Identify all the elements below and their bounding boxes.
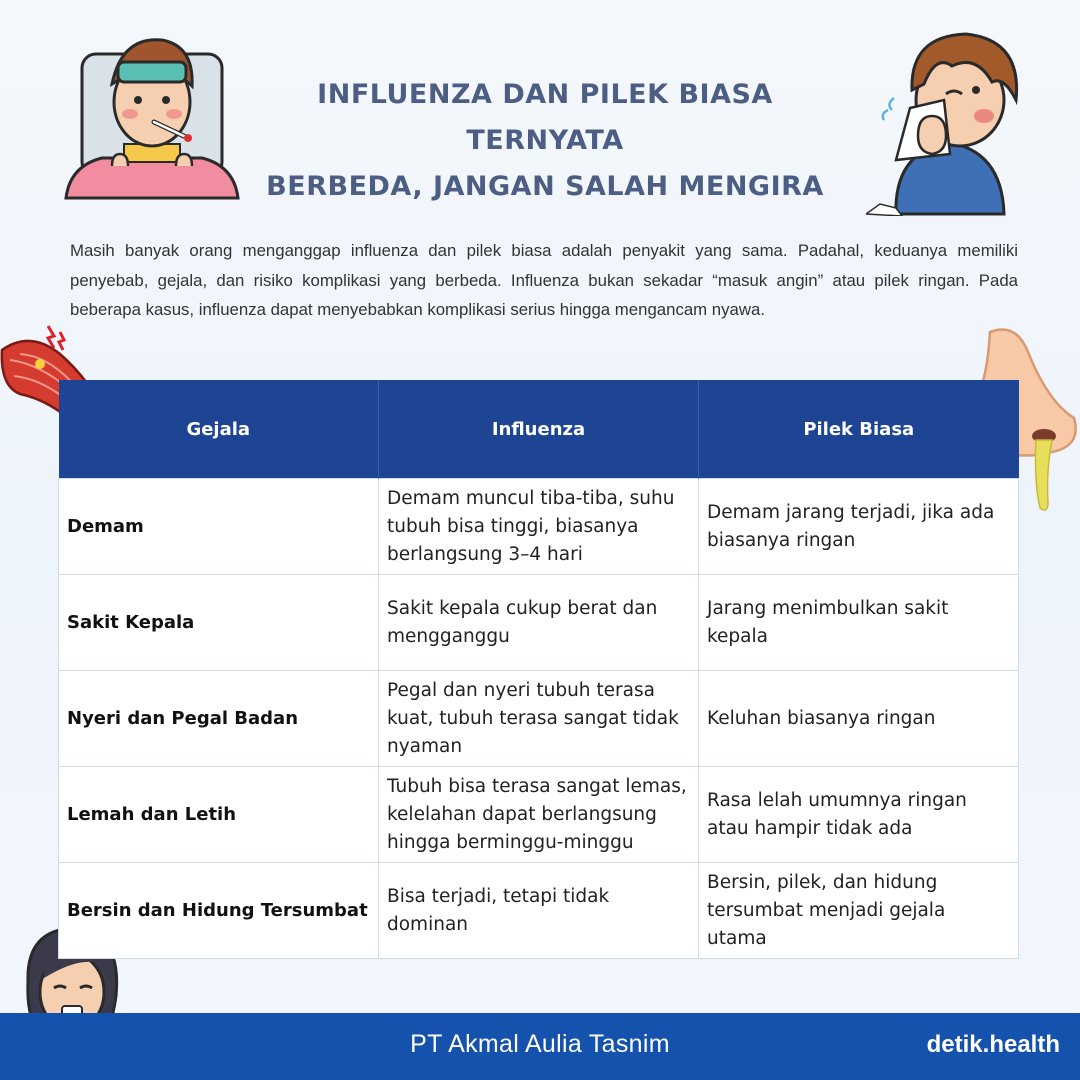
brand-logo: detik.health bbox=[926, 1031, 1060, 1058]
symptom-cell: Nyeri dan Pegal Badan bbox=[59, 671, 379, 767]
symptom-cell: Lemah dan Letih bbox=[59, 767, 379, 863]
table-row bbox=[59, 575, 1019, 671]
symptom-cell: Bersin dan Hidung Tersumbat bbox=[59, 863, 379, 959]
pilek-cell: Demam jarang terjadi, jika ada biasanya ringan bbox=[699, 479, 1019, 575]
page-title-line-1: INFLUENZA DAN PILEK BIASA TERNYATA bbox=[317, 79, 773, 156]
header-pilek-biasa: Pilek Biasa bbox=[699, 380, 1019, 479]
table-row bbox=[59, 767, 1019, 863]
header-influenza: Influenza bbox=[379, 380, 699, 479]
table-row bbox=[59, 863, 1019, 959]
influenza-cell: Pegal dan nyeri tubuh terasa kuat, tubuh terasa sangat tidak nyaman bbox=[379, 671, 699, 767]
intro-paragraph: Masih banyak orang menganggap influenza dan pilek biasa adalah penyakit yang sama. Padahal, keduanya memiliki penyebab, gejala, dan risiko komplikasi yang berbeda. Influenza bukan sekadar “masuk angin” atau pilek ringan. Pada beberapa kasus, influenza dapat menyebabkan komplikasi serius hingga mengancam nyawa. bbox=[70, 241, 1018, 319]
pilek-cell: Bersin, pilek, dan hidung tersumbat menjadi gejala utama bbox=[699, 863, 1019, 959]
influenza-cell: Sakit kepala cukup berat dan mengganggu bbox=[379, 575, 699, 671]
pilek-cell: Jarang menimbulkan sakit kepala bbox=[699, 575, 1019, 671]
pilek-cell: Keluhan biasanya ringan bbox=[699, 671, 1019, 767]
influenza-cell: Bisa terjadi, tetapi tidak dominan bbox=[379, 863, 699, 959]
header-gejala: Gejala bbox=[59, 380, 379, 479]
symptom-cell: Demam bbox=[59, 479, 379, 575]
table-row bbox=[59, 479, 1019, 575]
comparison-table bbox=[58, 380, 1019, 959]
company-name: PT Akmal Aulia Tasnim bbox=[410, 1030, 670, 1058]
sick-boy-bed-illustration bbox=[62, 26, 242, 202]
symptom-cell: Sakit Kepala bbox=[59, 575, 379, 671]
sneezing-boy-illustration bbox=[866, 24, 1026, 216]
influenza-cell: Tubuh bisa terasa sangat lemas, kelelahan dapat berlangsung hingga berminggu-minggu bbox=[379, 767, 699, 863]
page-title bbox=[240, 72, 850, 210]
table-row bbox=[59, 671, 1019, 767]
pilek-cell: Rasa lelah umumnya ringan atau hampir tidak ada bbox=[699, 767, 1019, 863]
table-header-row bbox=[59, 380, 1019, 479]
page-title-line-2: BERBEDA, JANGAN SALAH MENGIRA bbox=[266, 171, 824, 202]
influenza-cell: Demam muncul tiba-tiba, suhu tubuh bisa tinggi, biasanya berlangsung 3–4 hari bbox=[379, 479, 699, 575]
